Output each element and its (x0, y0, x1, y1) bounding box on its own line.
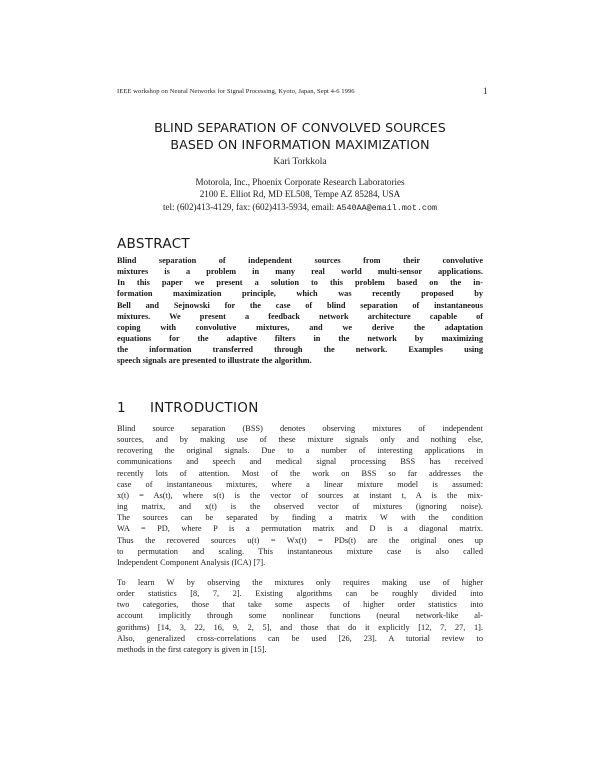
abstract-heading: ABSTRACT (117, 236, 190, 252)
intro-heading (117, 400, 259, 416)
abstract-line: equations for the adaptive filters in the network by maximizing (117, 334, 483, 344)
body-line: Independent Component Analysis (ICA) [7]. (117, 557, 266, 567)
body-line: WA = PD, where P is a permutation matrix and D is a diagonal matrix. (117, 524, 483, 534)
affiliation-org: Motorola, Inc., Phoenix Corporate Research Laboratories (195, 177, 405, 187)
affiliation (80, 176, 520, 214)
body-line: methods in the first category is given in [15]. (117, 644, 267, 654)
body-line: gorithms) [14, 3, 22, 16, 9, 2, 5], and those that do it explicitly [12, 7, 27, 1]. (117, 622, 483, 632)
section-number: 1 (117, 400, 126, 416)
abstract-line: coping with convolutive mixtures, and we derive the adaptation (117, 322, 483, 332)
abstract-line: Bell and Sejnowski for the case of blind separation of instantaneous (117, 300, 483, 310)
contact-phone-fax: tel: (602)413-4129, fax: (602)413-5934, email: (162, 201, 335, 212)
body-line: to permutation and scaling. This instantaneous mixture case is also called (117, 546, 483, 556)
body-line: recovering the original signals. Due to a number of interesting applications in (117, 446, 483, 456)
abstract-line: mixtures. We present a feedback network architecture capable of (117, 311, 483, 321)
body-line: x(t) = As(t), where s(t) is the vector of sources at instant t, A is the mix- (117, 490, 483, 500)
contact-email: A540AA@email.mot.com (336, 202, 438, 213)
author-name: Kari Torkkola (273, 157, 327, 167)
body-line: To learn W by observing the mixtures only requires making use of higher (117, 578, 483, 587)
intro-paragraph-1 (117, 423, 483, 568)
section-title: INTRODUCTION (150, 400, 259, 416)
intro-paragraph-2 (117, 577, 483, 655)
running-head: IEEE workshop on Neural Networks for Signal Processing, Kyoto, Japan, Sept 4-6 1996 (117, 88, 355, 95)
abstract-line: the information transferred through the network. Examples using (117, 345, 483, 355)
abstract-body (117, 255, 483, 367)
affiliation-contact (80, 201, 520, 214)
body-line: sources, and by making use of these mixture signals only and nothing else, (117, 435, 483, 445)
body-line: order statistics [8, 7, 2]. Existing algorithms can be roughly divided into (117, 589, 483, 599)
body-line: Blind source separation (BSS) denotes observing mixtures of independent (117, 424, 483, 433)
body-line: communications and speech and medical signal processing BSS has received (117, 457, 483, 467)
affiliation-address: 2100 E. Elliot Rd, MD EL508, Tempe AZ 85284, USA (199, 189, 401, 200)
abstract-line: speech signals are presented to illustrate the algorithm. (117, 356, 312, 366)
body-line: Also, generalized cross-correlations can be used [26, 23]. A tutorial review to (117, 633, 483, 643)
body-line: ing matrix, and x(t) is the observed vector of mixtures (ignoring noise). (117, 502, 483, 512)
abstract-line: formation maximization principle, which was recently proposed by (117, 289, 483, 299)
abstract-line: Blind separation of independent sources from their convolutive (117, 256, 483, 265)
body-line: two categories, those that take some aspects of higher order statistics into (117, 600, 483, 610)
title-line-2: BASED ON INFORMATION MAXIMIZATION (170, 136, 430, 152)
body-line: Thus the recovered sources u(t) = Wx(t) = PDs(t) are the original ones up (117, 535, 483, 545)
abstract-line: In this paper we present a solution to this problem based on the in- (117, 278, 483, 288)
abstract-line: mixtures is a problem in many real world multi-sensor applications. (117, 267, 483, 277)
body-line: account implicitly through some nonlinear functions (neural network-like al- (117, 611, 483, 621)
body-line: The sources can be separated by finding a matrix W with the condition (117, 513, 483, 523)
paper-title (100, 120, 500, 153)
body-line: case of instantaneous mixtures, where a linear mixture model is assumed: (117, 479, 483, 489)
title-line-1: BLIND SEPARATION OF CONVOLVED SOURCES (154, 120, 446, 135)
body-line: recently lots of attention. Most of the work on BSS so far addresses the (117, 468, 483, 478)
page-number: 1 (483, 86, 488, 96)
